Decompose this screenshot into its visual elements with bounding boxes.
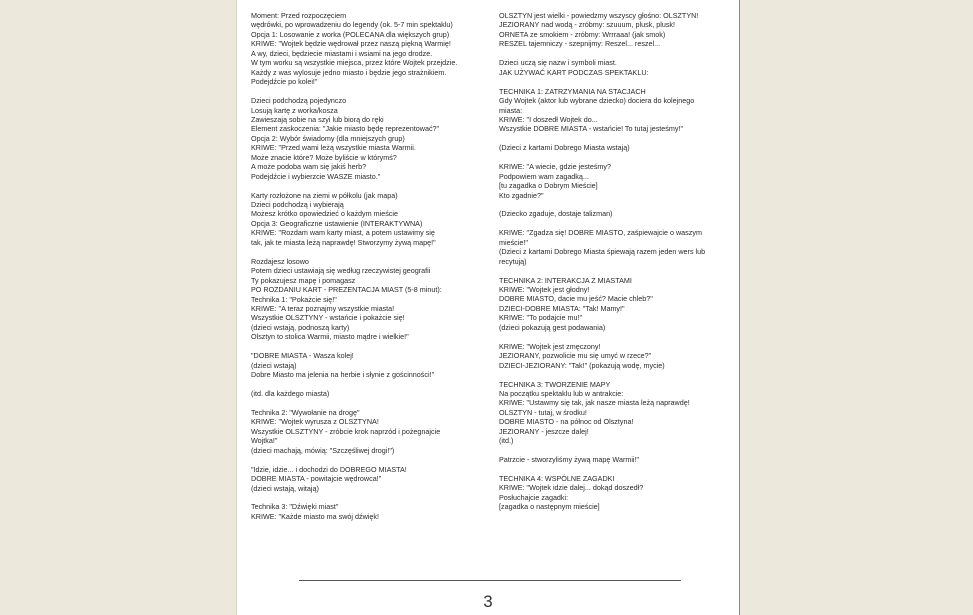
text-line: Patrzcie - stworzyliśmy żywą mapę Warmii!" — [499, 455, 640, 465]
text-line: Losują kartę z worka/kosza — [251, 105, 338, 115]
text-line: (itd. dla każdego miasta) — [251, 389, 330, 399]
page-number: 3 — [483, 592, 493, 611]
text-line: KRIWE: "Wojtek jest głodny! — [499, 285, 590, 295]
text-line — [251, 87, 489, 96]
text-line: miasta: — [499, 105, 523, 115]
text-line: Dzieci podchodzą i wybierają — [251, 200, 344, 210]
right-text-column — [499, 11, 735, 512]
left-text-column — [251, 11, 489, 521]
text-line: Wszystkie OLSZTYNY - wstańcie i pokażcie się! — [251, 313, 405, 323]
text-line: TECHNIKA 4: WSPÓLNE ZAGADKI — [499, 474, 615, 484]
text-line: TECHNIKA 3: TWORZENIE MAPY — [499, 379, 611, 389]
text-line: OLSZTYN - tutaj, w środku! — [499, 407, 587, 417]
text-line: (itd.) — [499, 436, 514, 446]
text-line: (dzieci pokazują gest podawania) — [499, 322, 606, 332]
text-line: (dzieci wstają) — [251, 360, 297, 370]
text-line: KRIWE: "Wojtek jest zmęczony! — [499, 341, 601, 351]
document-page — [236, 0, 740, 615]
text-line: [tu zagadka o Dobrym Mieście] — [499, 181, 598, 191]
text-line: (Dziecko zgaduje, dostaje talizman) — [499, 209, 613, 219]
text-line — [251, 342, 489, 351]
text-line: "Idzie, idzie... i dochodzi do DOBREGO MIASTA! — [251, 464, 407, 474]
text-line: DZIECI-DOBRE MIASTA: "Tak! Mamy!" — [499, 303, 625, 313]
text-line: TECHNIKA 1: ZATRZYMANIA NA STACJACH — [499, 86, 646, 96]
text-line: (dzieci wstają, podnoszą karty) — [251, 322, 350, 332]
text-line: KRIWE: "Każde miasto ma swój dźwięk! — [251, 511, 379, 521]
text-line: recytują) — [499, 256, 527, 266]
text-line: KRIWE: "A teraz poznajmy wszystkie miasta! — [251, 304, 395, 313]
text-line: DZIECI-JEZIORANY: "Tak!" (pokazują wodę, mycie) — [499, 360, 665, 370]
text-line: Każdy z was wylosuje jedno miasto i będzie jego strażnikiem. — [251, 67, 447, 77]
text-line: Ty pokazujesz mapę i pomagasz — [251, 275, 356, 285]
text-line: tak, jak te miasta leżą naprawdę! Stworzymy żywą mapę!" — [251, 237, 436, 247]
text-line: (Dzieci z kartami Dobrego Miasta śpiewają razem jeden wers lub — [499, 247, 706, 257]
text-line: Rozdajesz losowo — [251, 256, 309, 266]
text-line: Dzieci uczą się nazw i symboli miast. — [499, 58, 617, 68]
text-line: A wy, dzieci, będziecie miastami i wsiami na jego drodze. — [251, 48, 433, 58]
text-line — [499, 446, 735, 455]
text-line: KRIWE: "Wojtek wyrusza z OLSZTYNA! — [251, 417, 379, 427]
text-line — [499, 465, 735, 474]
text-line: mieście!" — [499, 237, 528, 247]
text-line: DOBRE MIASTO - na północ od Olsztyna! — [499, 417, 634, 427]
text-line: Technika 3: "Dźwięki miast" — [251, 502, 339, 512]
text-line: KRIWE: "Wojtek będzie wędrował przez naszą piękną Warmię! — [251, 39, 451, 49]
text-line: Kto zgadnie?" — [499, 190, 544, 200]
text-line: A może podoba wam się jakiś herb? — [251, 162, 367, 172]
text-line: KRIWE: "Ustawmy się tak, jak nasze miasta leżą naprawdę! — [499, 398, 690, 408]
text-line: JAK UŻYWAĆ KART PODCZAS SPEKTAKLU: — [499, 67, 649, 77]
text-line — [251, 247, 489, 256]
text-line: Technika 1: "Pokażcie się!" — [251, 294, 337, 304]
text-line: KRIWE: "Rozdam wam karty miast, a potem ustawimy się — [251, 228, 435, 238]
text-line — [499, 134, 735, 143]
text-line: KRIWE: "Zgadza się! DOBRE MIASTO, zaśpiewajcie o waszym — [499, 228, 702, 238]
text-line: OLSZTYN jest wielki - powiedzmy wszyscy głośno: OLSZTYN! — [499, 11, 699, 20]
text-line: KRIWE: "Przed wami leżą wszystkie miasta Warmii. — [251, 143, 416, 153]
text-line: DOBRE MIASTO, dacie mu jeść? Macie chleb?" — [499, 294, 653, 304]
text-line — [499, 153, 735, 162]
text-line: KRIWE: "I doszedł Wojtek do... — [499, 114, 598, 124]
text-line: Podpowiem wam zagadką... — [499, 171, 589, 181]
text-line: Na początku spektaklu lub w antrakcie: — [499, 388, 624, 398]
text-line — [499, 266, 735, 275]
text-line: Opcja 2: Wybór świadomy (dla mniejszych grup) — [251, 133, 405, 143]
text-line — [499, 370, 735, 379]
text-line — [251, 181, 489, 190]
text-line: Posłuchajcie zagadki: — [499, 492, 569, 502]
text-line: KRIWE: "Wojtek idzie dalej... dokąd doszedł? — [499, 483, 644, 493]
text-line: RESZEL tajemniczy - szepnijmy: Reszel... reszel... — [499, 39, 661, 49]
text-line — [499, 200, 735, 209]
text-line: TECHNIKA 2: INTERAKCJA Z MIASTAMI — [499, 275, 632, 285]
text-line: Element zaskoczenia: "Jakie miasto będę reprezentować?" — [251, 124, 440, 134]
text-line — [251, 455, 489, 464]
text-line: Olsztyn to stolica Warmii, miasto mądre i wielkie!" — [251, 332, 409, 342]
text-line: (Dzieci z kartami Dobrego Miasta wstają) — [499, 143, 630, 153]
text-line — [499, 332, 735, 341]
text-line: Technika 2: "Wywołanie na drogę" — [251, 407, 360, 417]
text-line — [251, 399, 489, 408]
text-line: Wszystkie DOBRE MIASTA - wstańcie! To tutaj jesteśmy!" — [499, 124, 684, 134]
text-line: [zagadka o następnym mieście] — [499, 502, 600, 512]
text-line — [251, 380, 489, 389]
text-line: Opcja 1: Losowanie z worka (POLECANA dla większych grup) — [251, 29, 450, 39]
text-line: Zawieszają sobie na szyi lub biorą do ręki — [251, 114, 384, 124]
text-line — [499, 77, 735, 86]
text-line: JEZIORANY, pozwolicie mu się umyć w rzece?" — [499, 351, 652, 361]
text-line: PO ROZDANIU KART - PREZENTACJA MIAST (5-8 minut): — [251, 285, 442, 295]
text-line: JEZIORANY nad wodą - zróbmy: szuuum, plusk, plusk! — [499, 20, 676, 30]
text-line: Dzieci podchodzą pojedynczo — [251, 96, 347, 106]
text-line: Podejdźcie po kolei!" — [251, 77, 318, 87]
text-line: Moment: Przed rozpoczęciem — [251, 11, 347, 20]
text-line: Wojtka!" — [251, 436, 278, 446]
text-line: Podejdźcie i wybierzcie WASZE miasto." — [251, 171, 381, 181]
text-line: KRIWE: "A wiecie, gdzie jesteśmy? — [499, 162, 611, 172]
text-line: JEZIORANY - jeszcze dalej! — [499, 426, 589, 436]
text-line: (dzieci machają, mówią: "Szczęśliwej drogi!") — [251, 445, 395, 455]
text-line: (dzieci wstają, witają) — [251, 483, 319, 493]
text-line — [499, 219, 735, 228]
text-line: wędrówki, po wprowadzeniu do legendy (ok. 5-7 min spektaklu) — [251, 20, 453, 30]
text-line: W tym worku są wszystkie miejsca, przez które Wojtek przejdzie. — [251, 58, 458, 68]
text-line: Potem dzieci ustawiają się według rzeczywistej geografii — [251, 266, 431, 276]
text-line: Opcja 3: Geograficzne ustawienie (INTERAKTYWNA) — [251, 218, 423, 228]
text-line: Może znacie które? Może byliście w którymś? — [251, 152, 397, 162]
text-line: Wszystkie OLSZTYNY - zróbcie krok naprzód i pożegnajcie — [251, 426, 441, 436]
text-line — [251, 493, 489, 502]
text-line: Dobre Miasto ma jelenia na herbie i słynie z gościnności!" — [251, 370, 435, 380]
text-line: KRIWE: "To podajcie mu!" — [499, 313, 582, 323]
footer-divider — [299, 580, 681, 581]
text-line: ORNETA ze smokiem - zróbmy: Wrrraaa! (jak smok) — [499, 29, 666, 39]
text-line — [499, 49, 735, 58]
text-line: Karty rozłożone na ziemi w półkolu (jak mapa) — [251, 190, 398, 200]
text-line: DOBRE MIASTA - powitajcie wędrowca!" — [251, 474, 382, 484]
text-line: Możesz krótko opowiedzieć o każdym mieście — [251, 209, 398, 219]
text-line: "DOBRE MIASTA - Wasza kolej! — [251, 351, 354, 361]
text-line: Gdy Wojtek (aktor lub wybrane dziecko) dociera do kolejnego — [499, 96, 695, 106]
